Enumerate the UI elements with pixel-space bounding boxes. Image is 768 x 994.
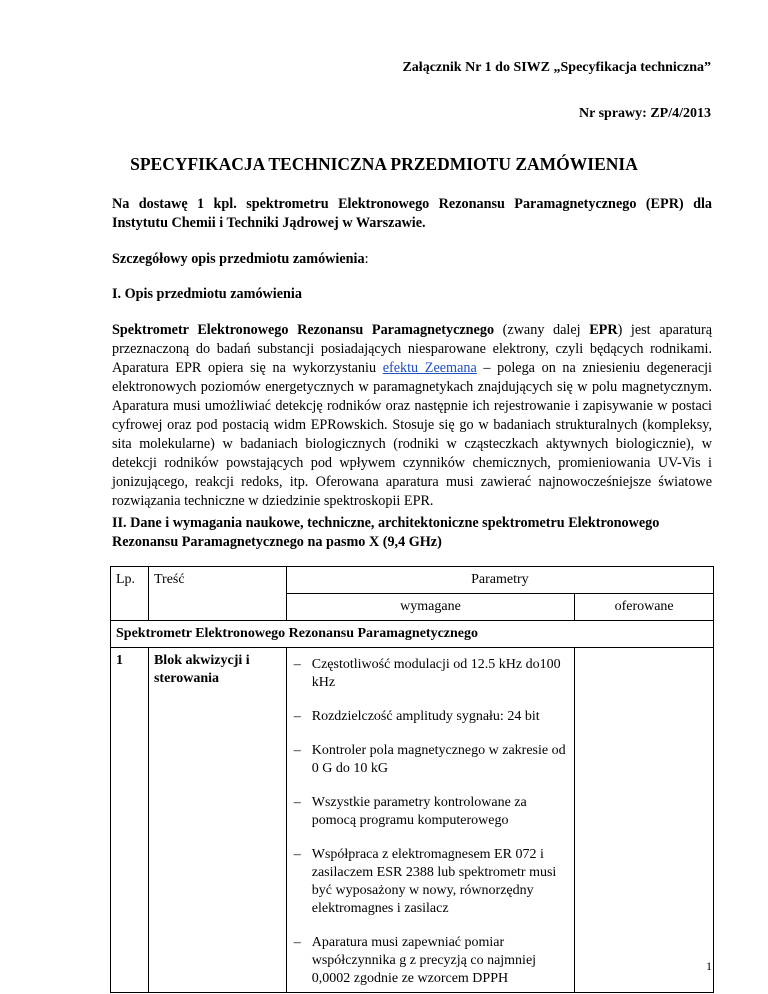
header-required: wymagane bbox=[286, 594, 574, 621]
epr-term: Spektrometr Elektronowego Rezonansu Paramagnetycznego bbox=[112, 322, 495, 338]
row-name: Blok akwizycji i sterowania bbox=[148, 648, 286, 993]
header-lp: Lp. bbox=[111, 567, 149, 621]
list-item bbox=[292, 934, 569, 988]
dash-bullet: – bbox=[293, 709, 301, 724]
section-1-body bbox=[112, 321, 712, 511]
epr-abbreviation: EPR bbox=[589, 322, 618, 338]
dash-bullet: – bbox=[293, 743, 301, 758]
dash-bullet: – bbox=[293, 795, 301, 810]
requirement-text: Współpraca z elektromagnesem ER 072 i zasilaczem ESR 2388 lub spektrometr musi być wyposażony w nowy, równorzędny elektromagnes i zasilacz bbox=[311, 847, 557, 916]
header-offered: oferowane bbox=[575, 594, 714, 621]
list-item bbox=[292, 708, 569, 726]
dash-bullet: – bbox=[293, 657, 301, 672]
row-requirements bbox=[286, 648, 574, 993]
requirements-list bbox=[292, 656, 569, 988]
group-title: Spektrometr Elektronowego Rezonansu Paramagnetycznego bbox=[111, 621, 714, 648]
dash-bullet: – bbox=[293, 935, 301, 950]
requirement-text: Rozdzielczość amplitudy sygnału: 24 bit bbox=[311, 709, 540, 724]
section-1-text-a: (zwany dalej bbox=[494, 322, 590, 338]
header-content: Treść bbox=[148, 567, 286, 621]
document-title: SPECYFIKACJA TECHNICZNA PRZEDMIOTU ZAMÓWIENIA bbox=[130, 154, 638, 174]
table-header-row bbox=[111, 567, 714, 594]
requirement-text: Kontroler pola magnetycznego w zakresie od 0 G do 10 kG bbox=[311, 743, 566, 776]
specification-table bbox=[110, 566, 714, 993]
row-lp: 1 bbox=[111, 648, 149, 993]
section-2-heading: II. Dane i wymagania naukowe, techniczne, architektoniczne spektrometru Elektronowego Rezonansu Paramagnetycznego na pasmo X (9,4 GHz) bbox=[112, 515, 660, 550]
detailed-description-label bbox=[112, 250, 712, 269]
list-item bbox=[292, 794, 569, 830]
requirement-text: Wszystkie parametry kontrolowane za pomocą programu komputerowego bbox=[311, 795, 527, 828]
header-parameters: Parametry bbox=[286, 567, 713, 594]
list-item bbox=[292, 656, 569, 692]
zeeman-effect-link[interactable]: efektu Zeemana bbox=[382, 360, 477, 376]
table-group-row bbox=[111, 621, 714, 648]
attachment-header: Załącznik Nr 1 do SIWZ „Specyfikacja techniczna” bbox=[402, 60, 711, 75]
section-1-text-b: ) jest aparaturą przeznaczoną do badań substancji posiadających niesparowane elektrony, czyli będących rodnikami. Aparatura EPR opiera się na wykorzystaniu bbox=[112, 322, 713, 376]
intro-paragraph: Na dostawę 1 kpl. spektrometru Elektronowego Rezonansu Paramagnetycznego (EPR) dla Instytutu Chemii i Techniki Jądrowej w Warszawie. bbox=[112, 196, 712, 231]
case-number: Nr sprawy: ZP/4/2013 bbox=[579, 106, 711, 121]
list-item bbox=[292, 742, 569, 778]
table-row bbox=[111, 648, 714, 993]
detailed-label-colon: : bbox=[364, 251, 369, 267]
section-1-text-c: – polega on na zniesieniu degeneracji elektronowych poziomów energetycznych w paramagnetykach znajdujących się w polu magnetycznym. Aparatura musi umożliwiać detekcję rodników oraz następnie ich rejestrowanie i zapisywanie w postaci cyfrowej oraz pod postacią widm EPRowskich. Stosuje się go w badaniach strukturalnych (kompleksy, sita molekularne) w badaniach biologicznych (rodniki w cząsteczkach aktywnych biologicznie), w detekcji rodników powstających pod wpływem czynników chemicznych, promieniowania UV-Vis i jonizującego, reakcji redoks, itp. Oferowana aparatura musi zawierać najnowocześniejsze światowe rozwiązania techniczne w dziedzinie spektroskopii EPR. bbox=[112, 360, 712, 509]
row-offered-cell bbox=[575, 648, 714, 993]
requirement-text: Aparatura musi zapewniać pomiar współczynnika g z precyzją co najmniej 0,0002 zgodnie ze wzorcem DPPH bbox=[311, 935, 537, 986]
section-1-heading: I. Opis przedmiotu zamówienia bbox=[112, 286, 302, 302]
list-item bbox=[292, 846, 569, 918]
page-number: 1 bbox=[706, 959, 712, 973]
detailed-label-text: Szczegółowy opis przedmiotu zamówienia bbox=[112, 251, 365, 267]
requirement-text: Częstotliwość modulacji od 12.5 kHz do100 kHz bbox=[311, 657, 561, 690]
dash-bullet: – bbox=[293, 847, 301, 862]
